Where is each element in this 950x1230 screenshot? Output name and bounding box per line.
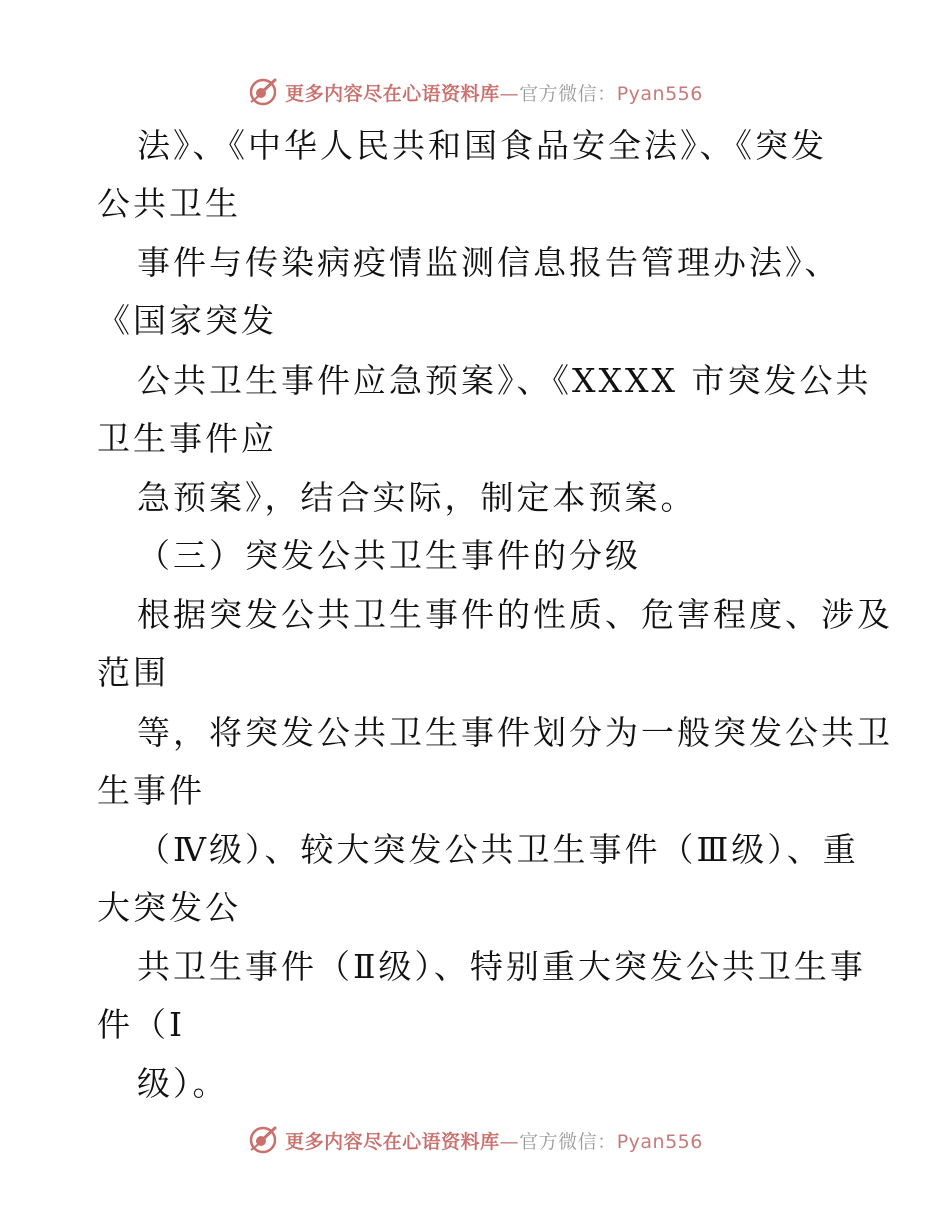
- footer-watermark: [0, 1120, 950, 1160]
- watermark-brand: 更多内容尽在心语资料库: [285, 1130, 500, 1153]
- body-line: 急预案》，结合实际，制定本预案。: [137, 478, 697, 517]
- body-line: 生事件: [97, 771, 205, 810]
- watermark-wechat-id: Pyan556: [616, 1130, 703, 1153]
- body-line: 公共卫生事件应急预案》、《XXXX 市突发公共: [137, 361, 872, 400]
- body-line: 件（Ⅰ: [97, 1005, 186, 1044]
- section-heading: （三）突发公共卫生事件的分级: [137, 536, 641, 575]
- body-line: 级）。: [137, 1064, 229, 1103]
- body-line: 公共卫生: [97, 184, 241, 223]
- body-line: 根据突发公共卫生事件的性质、危害程度、涉及: [137, 595, 893, 634]
- watermark-text: [285, 1127, 703, 1154]
- pen-logo-icon: [247, 1124, 279, 1156]
- body-line: 等，将突发公共卫生事件划分为一般突发公共卫: [137, 713, 893, 752]
- body-line: 卫生事件应: [97, 419, 277, 458]
- watermark-brand: 更多内容尽在心语资料库: [285, 82, 500, 105]
- watermark-wechat-label: 官方微信：: [519, 1130, 617, 1153]
- pen-logo-icon: [247, 76, 279, 108]
- watermark-wechat-label: 官方微信：: [519, 82, 617, 105]
- body-line: 共卫生事件（Ⅱ级）、特别重大突发公共卫生事: [137, 947, 866, 986]
- body-line: 大突发公: [97, 888, 241, 927]
- body-line: 范围: [97, 653, 169, 692]
- body-line: 事件与传染病疫情监测信息报告管理办法》、: [137, 243, 841, 282]
- body-line: 法》、《中华人民共和国食品安全法》、《突发: [137, 126, 827, 165]
- watermark-text: [285, 79, 703, 106]
- body-line: 《国家突发: [97, 301, 277, 340]
- watermark-wechat-id: Pyan556: [616, 82, 703, 105]
- body-line: （Ⅳ级）、较大突发公共卫生事件（Ⅲ级）、重: [137, 830, 859, 869]
- header-watermark: [0, 72, 950, 112]
- watermark-separator: —: [499, 1130, 520, 1153]
- watermark-separator: —: [499, 82, 520, 105]
